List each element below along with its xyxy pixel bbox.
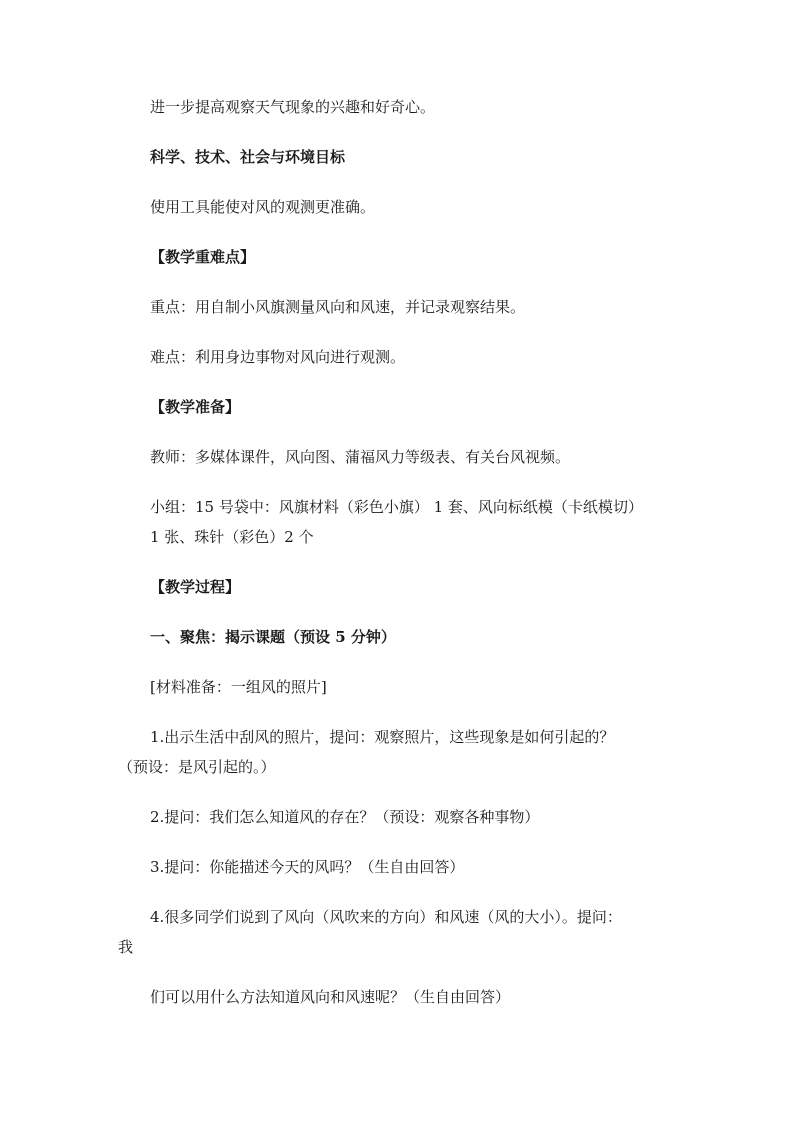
paragraph-material-prep: [材料准备：一组风的照片] [150, 678, 327, 696]
paragraph-key-point: 重点：用自制小风旗测量风向和风速，并记录观察结果。 [150, 298, 526, 316]
paragraph-step4-line3: 们可以用什么方法知道风向和风速呢？（生自由回答） [150, 988, 511, 1006]
heading-key-points: 【教学重难点】 [150, 248, 256, 266]
paragraph-step1-line2: （预设：是风引起的。） [118, 758, 276, 776]
paragraph-step3: 3.提问：你能描述今天的风吗？（生自由回答） [150, 858, 465, 876]
heading-focus: 一、聚焦：揭示课题（预设 5 分钟） [150, 628, 396, 646]
paragraph-step1-line1: 1.出示生活中刮风的照片，提问：观察照片，这些现象是如何引起的？ [150, 728, 615, 746]
paragraph-teacher-materials: 教师：多媒体课件，风向图、蒲福风力等级表、有关台风视频。 [150, 448, 571, 466]
paragraph-tools: 使用工具能使对风的观测更准确。 [150, 198, 376, 216]
paragraph-step4-line2: 我 [118, 938, 134, 956]
paragraph-group-materials-line2: 1 张、珠针（彩色）2 个 [150, 528, 314, 546]
heading-preparation: 【教学准备】 [150, 398, 241, 416]
paragraph-step4-line1: 4.很多同学们说到了风向（风吹来的方向）和风速（风的大小）。提问： [150, 908, 622, 926]
paragraph-interest: 进一步提高观察天气现象的兴趣和好奇心。 [150, 98, 436, 116]
paragraph-step2: 2.提问：我们怎么知道风的存在？（预设：观察各种事物） [150, 808, 540, 826]
heading-stse-goals: 科学、技术、社会与环境目标 [150, 148, 346, 166]
heading-process: 【教学过程】 [150, 578, 241, 596]
paragraph-difficulty: 难点：利用身边事物对风向进行观测。 [150, 348, 406, 366]
paragraph-group-materials-line1: 小组：15 号袋中：风旗材料（彩色小旗） 1 套、风向标纸模（卡纸模切） [150, 498, 643, 516]
